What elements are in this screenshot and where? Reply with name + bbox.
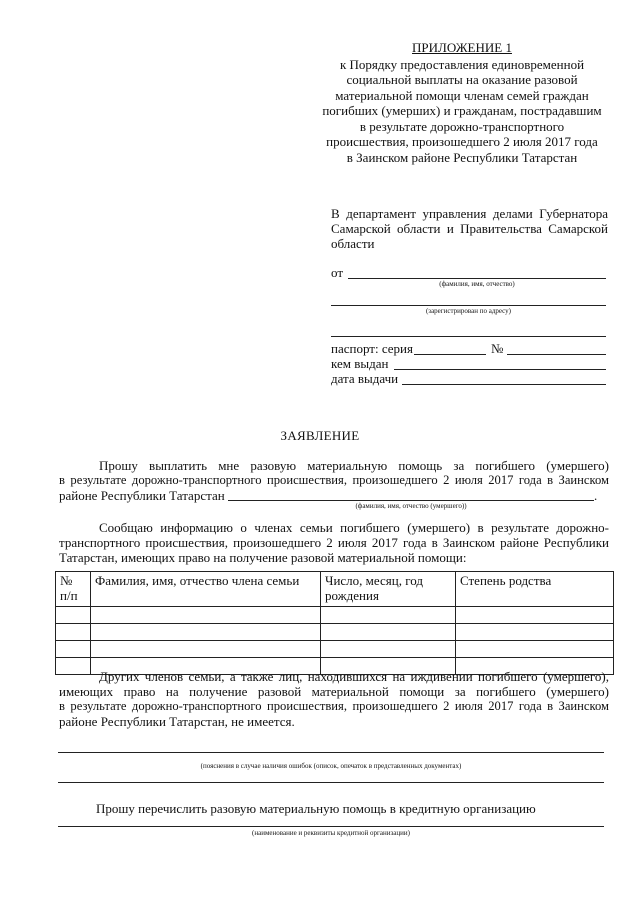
issue-date-field[interactable] (402, 384, 606, 385)
table-cell[interactable] (91, 607, 321, 624)
passport-number-label: № (491, 341, 504, 356)
deceased-name-field[interactable] (228, 500, 594, 501)
passport-number-field[interactable] (507, 354, 606, 355)
table-cell[interactable] (321, 641, 456, 658)
errors-hint: (пояснения в случае наличия ошибок (описок, опечаток в представленных документах) (200, 762, 462, 770)
appendix-title: ПРИЛОЖЕНИЕ 1 (412, 40, 512, 55)
deceased-name-hint: (фамилия, имя, отчество (умершего)) (355, 502, 467, 510)
paragraph3-line: районе Республики Татарстан, не имеется. (59, 714, 295, 729)
address-field-2[interactable] (331, 336, 606, 337)
appendix-line: в Заинском районе Республики Татарстан (346, 149, 578, 165)
appendix-line: к Порядку предоставления единовременной (339, 56, 585, 72)
paragraph3-line: имеющих право на получение разовой материальной помощи за погибшего (умершего) (59, 684, 609, 699)
paragraph2-line: Сообщаю информацию о членах семьи погибшего (умершего) в результате дорожно- (99, 520, 609, 535)
appendix-line: в результате дорожно-транспортного (359, 118, 565, 134)
table-header-row (56, 572, 614, 607)
paragraph2-line: Татарстан, имеющих право на получение разовой материальной помощи: (59, 550, 467, 565)
table-cell[interactable] (91, 624, 321, 641)
table-header-cell: Степень родства (456, 572, 614, 607)
appendix-block (312, 40, 612, 165)
errors-field-2[interactable] (58, 782, 604, 783)
table-header-cell: Фамилия, имя, отчество члена семьи (91, 572, 321, 607)
table-cell[interactable] (56, 624, 91, 641)
table-cell[interactable] (56, 658, 91, 675)
address-hint: (зарегистрирован по адресу) (425, 307, 512, 315)
table-cell[interactable] (56, 607, 91, 624)
appendix-line: происшествия, произошедшего 2 июля 2017 года (326, 134, 598, 149)
appendix-line: погибших (умерших) и гражданам, пострадавшим (322, 103, 602, 118)
address-field-1[interactable] (331, 305, 606, 306)
fio-field[interactable] (348, 278, 606, 279)
table-cell[interactable] (456, 607, 614, 624)
table-cell[interactable] (91, 641, 321, 658)
table-cell[interactable] (456, 641, 614, 658)
fio-hint: (фамилия, имя, отчество) (439, 280, 515, 288)
table-row (56, 641, 614, 658)
addressee-line: области (331, 236, 375, 251)
paragraph3-line: в результате дорожно-транспортного происшествия, произошедшего 2 июля 2017 года в Заинском (59, 699, 609, 713)
issued-by-label: кем выдан (331, 356, 389, 371)
addressee-line: Самарской области и Правительства Самарской (331, 221, 608, 236)
table-cell[interactable] (321, 607, 456, 624)
table-header-cell: Число, месяц, год рождения (321, 572, 456, 607)
table-row (56, 624, 614, 641)
paragraph1-line: Прошу выплатить мне разовую материальную помощь за погибшего (умершего) (99, 458, 609, 473)
paragraph3-line: Других членов семьи, а также лиц, находившихся на иждивении погибшего (умершего), (99, 669, 609, 684)
issue-date-label: дата выдачи (331, 371, 399, 386)
paragraph1-line: районе Республики Татарстан (59, 488, 225, 503)
table-cell[interactable] (456, 624, 614, 641)
appendix-line: социальной выплаты на оказание разовой (346, 72, 578, 87)
table-row (56, 607, 614, 624)
bank-hint: (наименование и реквизиты кредитной организации) (252, 829, 410, 837)
table-header-cell: № п/п (56, 572, 91, 607)
family-members-table (55, 571, 614, 675)
appendix-line: материальной помощи членам семей граждан (335, 87, 589, 103)
page-title: ЗАЯВЛЕНИЕ (280, 428, 360, 443)
addressee-line: В департамент управления делами Губернатора (331, 206, 608, 221)
from-label: от (331, 265, 344, 280)
transfer-request: Прошу перечислить разовую материальную помощь в кредитную организацию (96, 801, 536, 816)
bank-details-field[interactable] (58, 826, 604, 827)
paragraph1-end: . (594, 488, 598, 503)
issued-by-field[interactable] (394, 369, 606, 370)
passport-series-label: паспорт: серия (331, 341, 413, 356)
paragraph2-line: транспортного происшествия, произошедшего 2 июля 2017 года в Заинском районе Республики (59, 535, 609, 550)
passport-series-field[interactable] (414, 354, 486, 355)
table-cell[interactable] (321, 624, 456, 641)
errors-field[interactable] (58, 752, 604, 753)
table-cell[interactable] (56, 641, 91, 658)
paragraph1-line: в результате дорожно-транспортного происшествия, произошедшего 2 июля 2017 года в Заинском (59, 473, 609, 487)
